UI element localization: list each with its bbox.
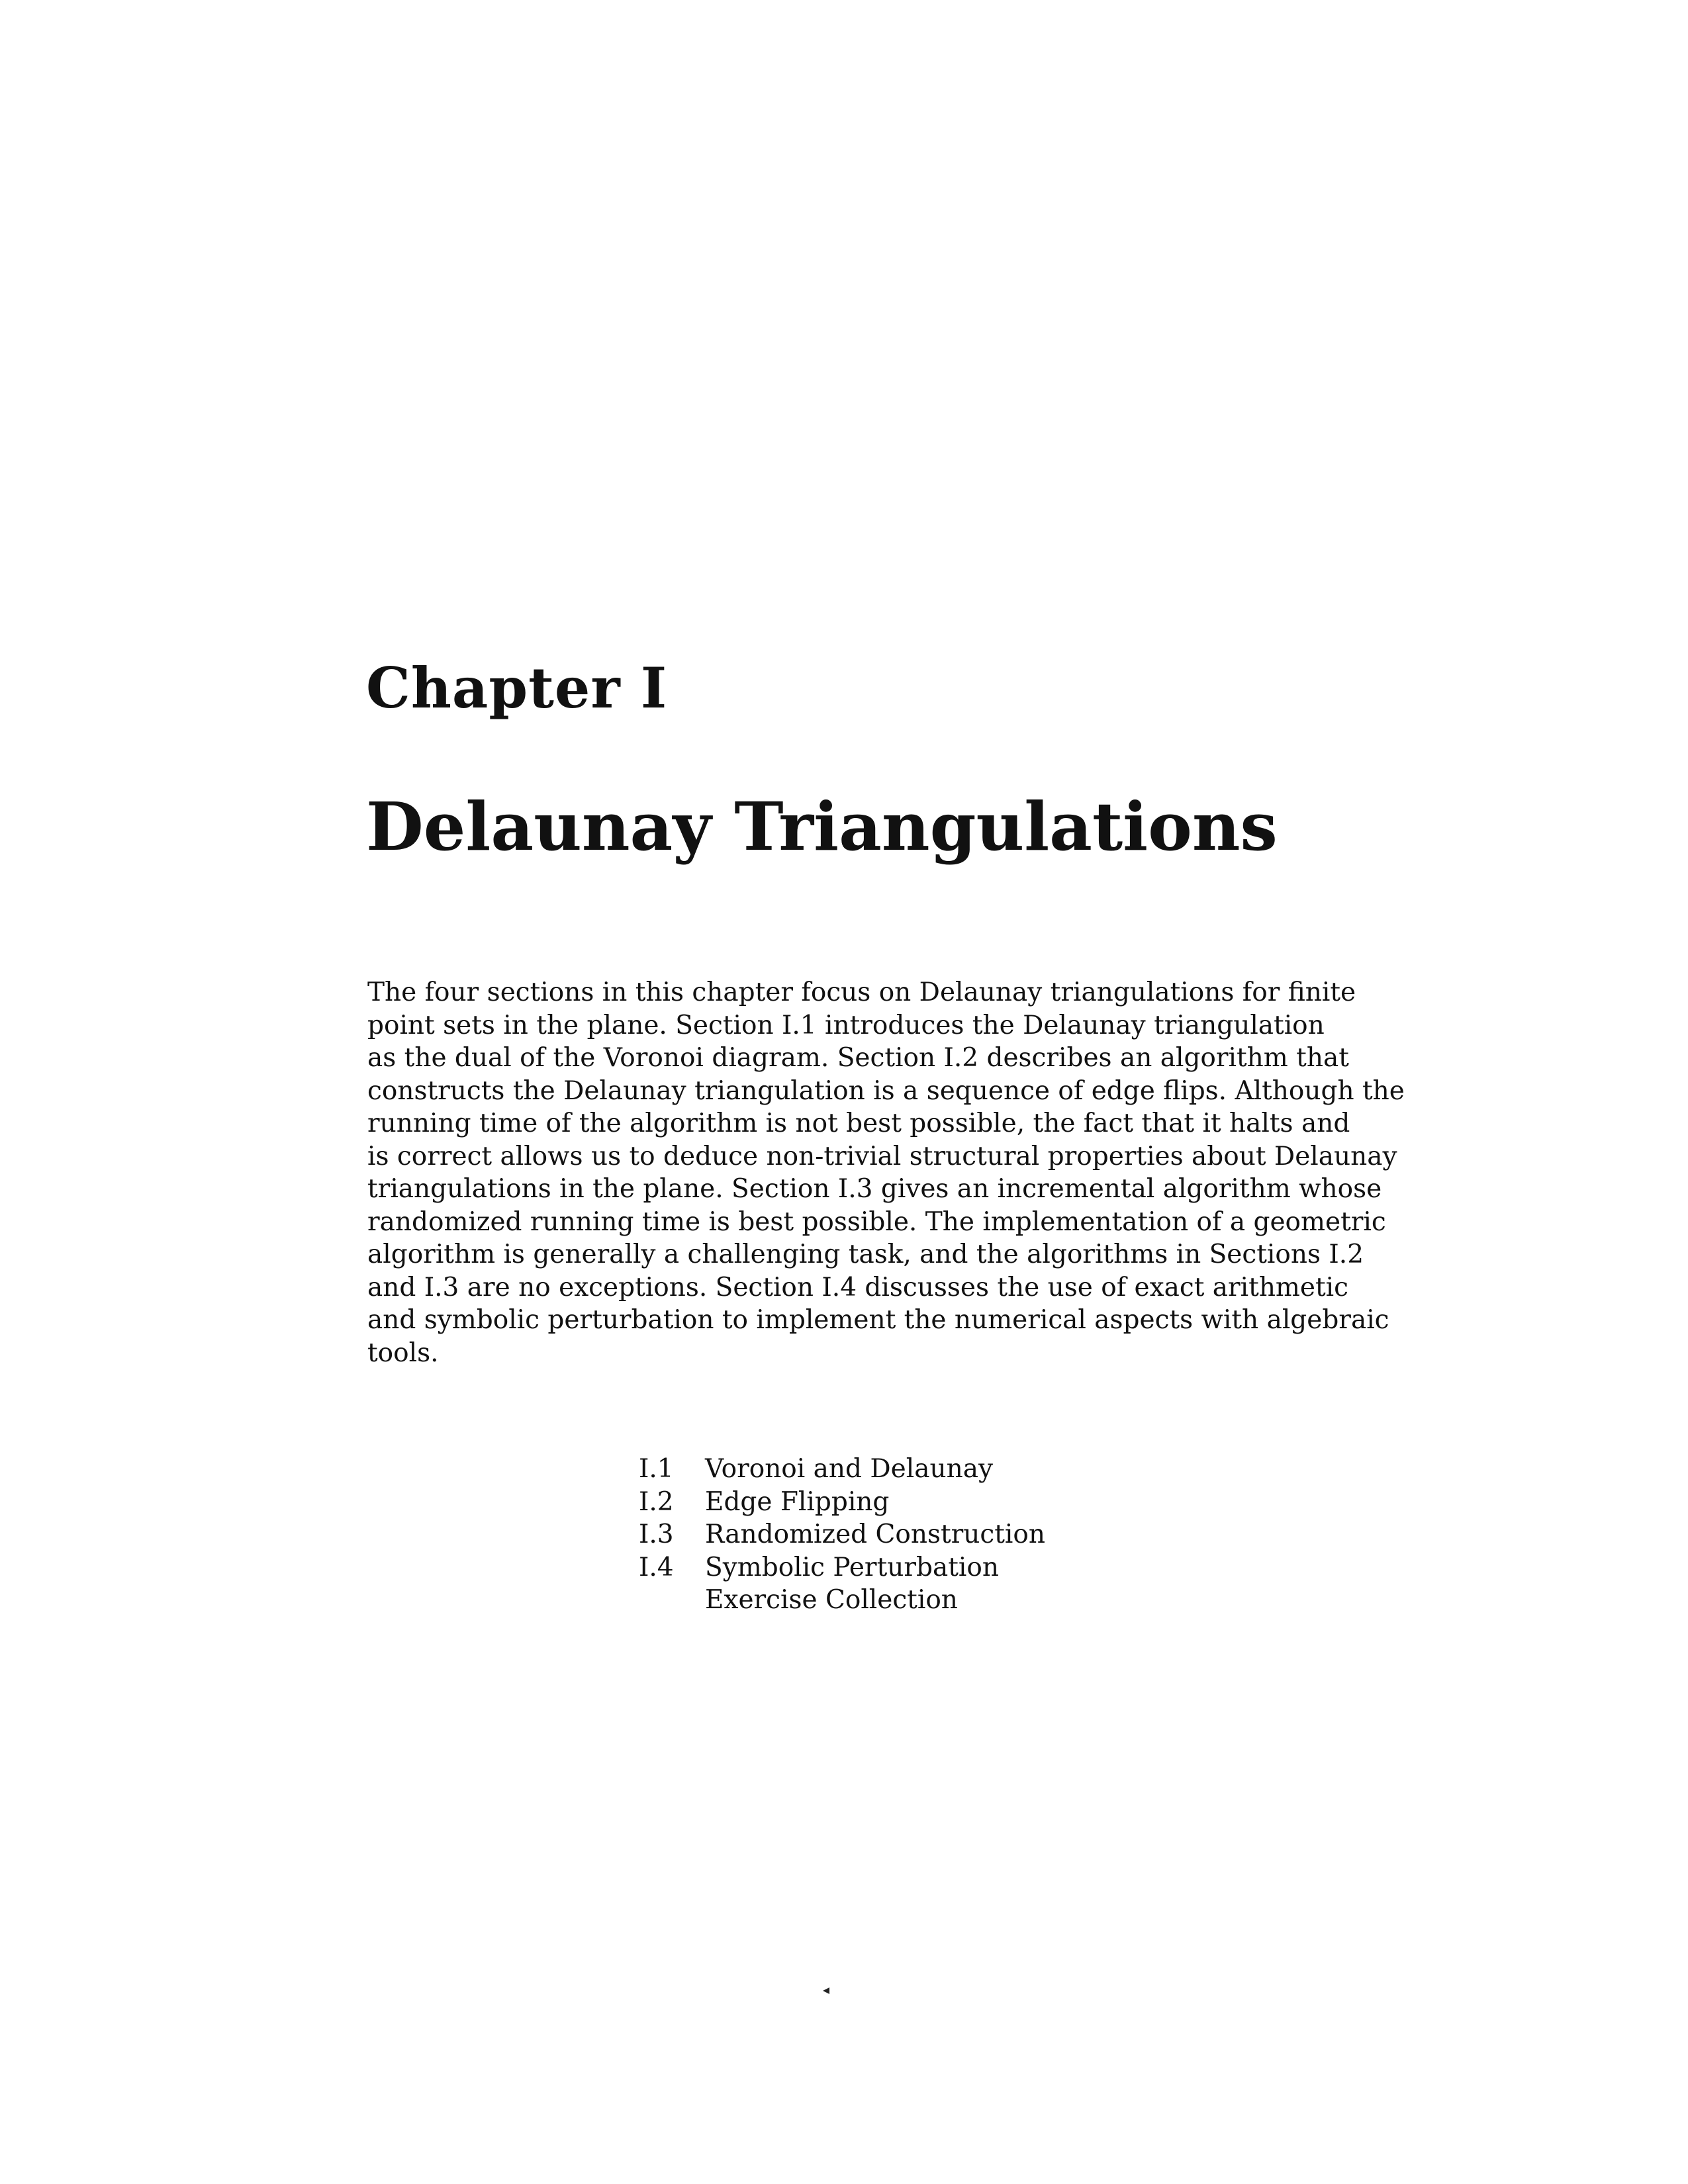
section-number xyxy=(639,1584,705,1617)
section-title: Symbolic Perturbation xyxy=(705,1552,999,1582)
intro-line: randomized running time is best possible. The implementation of a geometric xyxy=(367,1206,1386,1237)
intro-line: tools. xyxy=(367,1338,439,1368)
section-title: Edge Flipping xyxy=(705,1486,890,1517)
intro-line: and I.3 are no exceptions. Section I.4 discusses the use of exact arithmetic xyxy=(367,1272,1348,1302)
chapter-label: Chapter I xyxy=(366,655,668,721)
section-number: I.3 xyxy=(639,1520,674,1549)
section-number: I.1 xyxy=(639,1454,674,1484)
chapter-title: Delaunay Triangulations xyxy=(366,788,1278,866)
intro-line: running time of the algorithm is not best possible, the fact that it halts and xyxy=(367,1109,1350,1138)
section-title: Exercise Collection xyxy=(705,1585,958,1615)
section-title: Randomized Construction xyxy=(705,1520,1045,1549)
intro-line: constructs the Delaunay triangulation is a sequence of edge flips. Although the xyxy=(367,1075,1405,1106)
page-mark-icon xyxy=(823,1987,829,1994)
intro-line: as the dual of the Voronoi diagram. Section I.2 describes an algorithm that xyxy=(367,1043,1349,1073)
section-list-item xyxy=(639,1486,1045,1519)
intro-line: algorithm is generally a challenging task, and the algorithms in Sections I.2 xyxy=(367,1240,1364,1269)
intro-line: and symbolic perturbation to implement the numerical aspects with algebraic xyxy=(367,1305,1389,1335)
section-list xyxy=(639,1453,1045,1617)
section-list-item xyxy=(639,1518,1045,1551)
intro-line: The four sections in this chapter focus on Delaunay triangulations for finite xyxy=(367,978,1356,1007)
intro-line: point sets in the plane. Section I.1 introduces the Delaunay triangulation xyxy=(367,1010,1325,1040)
intro-line: triangulations in the plane. Section I.3 gives an incremental algorithm whose xyxy=(367,1174,1382,1204)
intro-paragraph xyxy=(367,976,1405,1369)
section-list-item xyxy=(639,1453,1045,1486)
section-title: Voronoi and Delaunay xyxy=(705,1454,993,1484)
section-list-item xyxy=(639,1551,1045,1584)
section-number: I.2 xyxy=(639,1486,674,1517)
intro-line: is correct allows us to deduce non-trivial structural properties about Delaunay xyxy=(367,1141,1397,1171)
section-number: I.4 xyxy=(639,1552,674,1582)
section-list-item xyxy=(639,1584,1045,1617)
